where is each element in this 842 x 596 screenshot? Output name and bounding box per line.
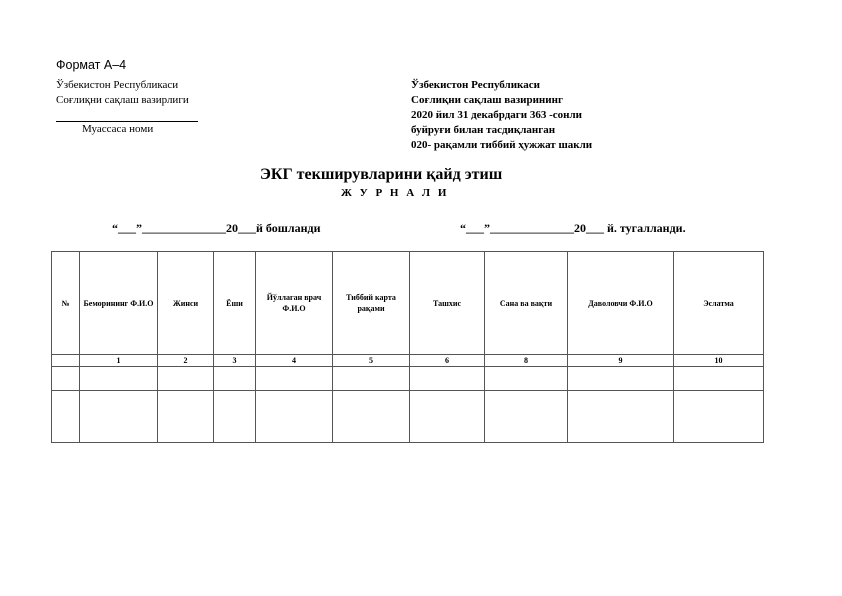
column-number-cell: 10 bbox=[674, 355, 764, 367]
table-row bbox=[52, 391, 764, 443]
table-cell bbox=[674, 391, 764, 443]
journal-table bbox=[51, 251, 764, 443]
table-cell bbox=[485, 367, 568, 391]
right-header-line5: 020- рақамли тиббий ҳужжат шакли bbox=[411, 139, 593, 151]
page-title: ЭКГ текширувларини қайд этиш bbox=[260, 166, 503, 183]
table-cell bbox=[333, 391, 410, 443]
format-label: Формат А–4 bbox=[56, 58, 127, 72]
column-number-cell bbox=[52, 355, 80, 367]
column-number-cell: 1 bbox=[80, 355, 158, 367]
table-cell bbox=[568, 367, 674, 391]
left-header-line2: Соғлиқни сақлаш вазирлиги bbox=[56, 94, 189, 106]
table-cell bbox=[410, 391, 485, 443]
table-cell bbox=[410, 367, 485, 391]
header-age: Ёши bbox=[214, 252, 256, 355]
column-number-cell: 2 bbox=[158, 355, 214, 367]
table-cell bbox=[256, 367, 333, 391]
left-header bbox=[56, 78, 198, 137]
table-cell bbox=[52, 391, 80, 443]
header-medical-card-number: Тиббий карта рақами bbox=[333, 252, 410, 355]
left-header-line1: Ўзбекистон Республикаси bbox=[56, 79, 179, 91]
date-end-line: “___”______________20___ й. тугалланди. bbox=[460, 221, 686, 235]
column-number-cell: 3 bbox=[214, 355, 256, 367]
header-attending-doctor: Даволовчи Ф.И.О bbox=[568, 252, 674, 355]
right-header bbox=[411, 78, 592, 153]
column-number-row bbox=[52, 355, 764, 367]
column-number-cell: 5 bbox=[333, 355, 410, 367]
right-header-line3: 2020 йил 31 декабрдаги 363 -сонли bbox=[411, 109, 582, 121]
table-cell bbox=[333, 367, 410, 391]
table-cell bbox=[158, 391, 214, 443]
table-cell bbox=[214, 367, 256, 391]
table-cell bbox=[80, 391, 158, 443]
right-header-line1: Ўзбекистон Республикаси bbox=[411, 79, 540, 91]
column-number-cell: 8 bbox=[485, 355, 568, 367]
table-cell bbox=[214, 391, 256, 443]
header-diagnosis: Ташхис bbox=[410, 252, 485, 355]
right-header-line4: буйруғи билан тасдиқланган bbox=[411, 124, 556, 136]
column-number-cell: 4 bbox=[256, 355, 333, 367]
date-start-line: “___”______________20___й бошланди bbox=[112, 221, 321, 235]
column-number-cell: 6 bbox=[410, 355, 485, 367]
header-date-time: Сана ва вақти bbox=[485, 252, 568, 355]
table-row bbox=[52, 367, 764, 391]
header-number: № bbox=[52, 252, 80, 355]
page-subtitle: Ж У Р Н А Л И bbox=[341, 187, 449, 199]
table-cell bbox=[80, 367, 158, 391]
header-patient-name: Беморининг Ф.И.О bbox=[80, 252, 158, 355]
header-sex: Жинси bbox=[158, 252, 214, 355]
right-header-line2: Соғлиқни сақлаш вазирининг bbox=[411, 94, 563, 106]
column-number-cell: 9 bbox=[568, 355, 674, 367]
table-cell bbox=[568, 391, 674, 443]
table-cell bbox=[674, 367, 764, 391]
org-name-blank-line bbox=[56, 108, 198, 122]
table-cell bbox=[485, 391, 568, 443]
table-cell bbox=[158, 367, 214, 391]
table-cell bbox=[52, 367, 80, 391]
table-header-row bbox=[52, 252, 764, 355]
header-note: Эслатма bbox=[674, 252, 764, 355]
org-name-caption: Муассаса номи bbox=[82, 123, 154, 135]
table-cell bbox=[256, 391, 333, 443]
header-referring-doctor: Йўллаган врач Ф.И.О bbox=[256, 252, 333, 355]
